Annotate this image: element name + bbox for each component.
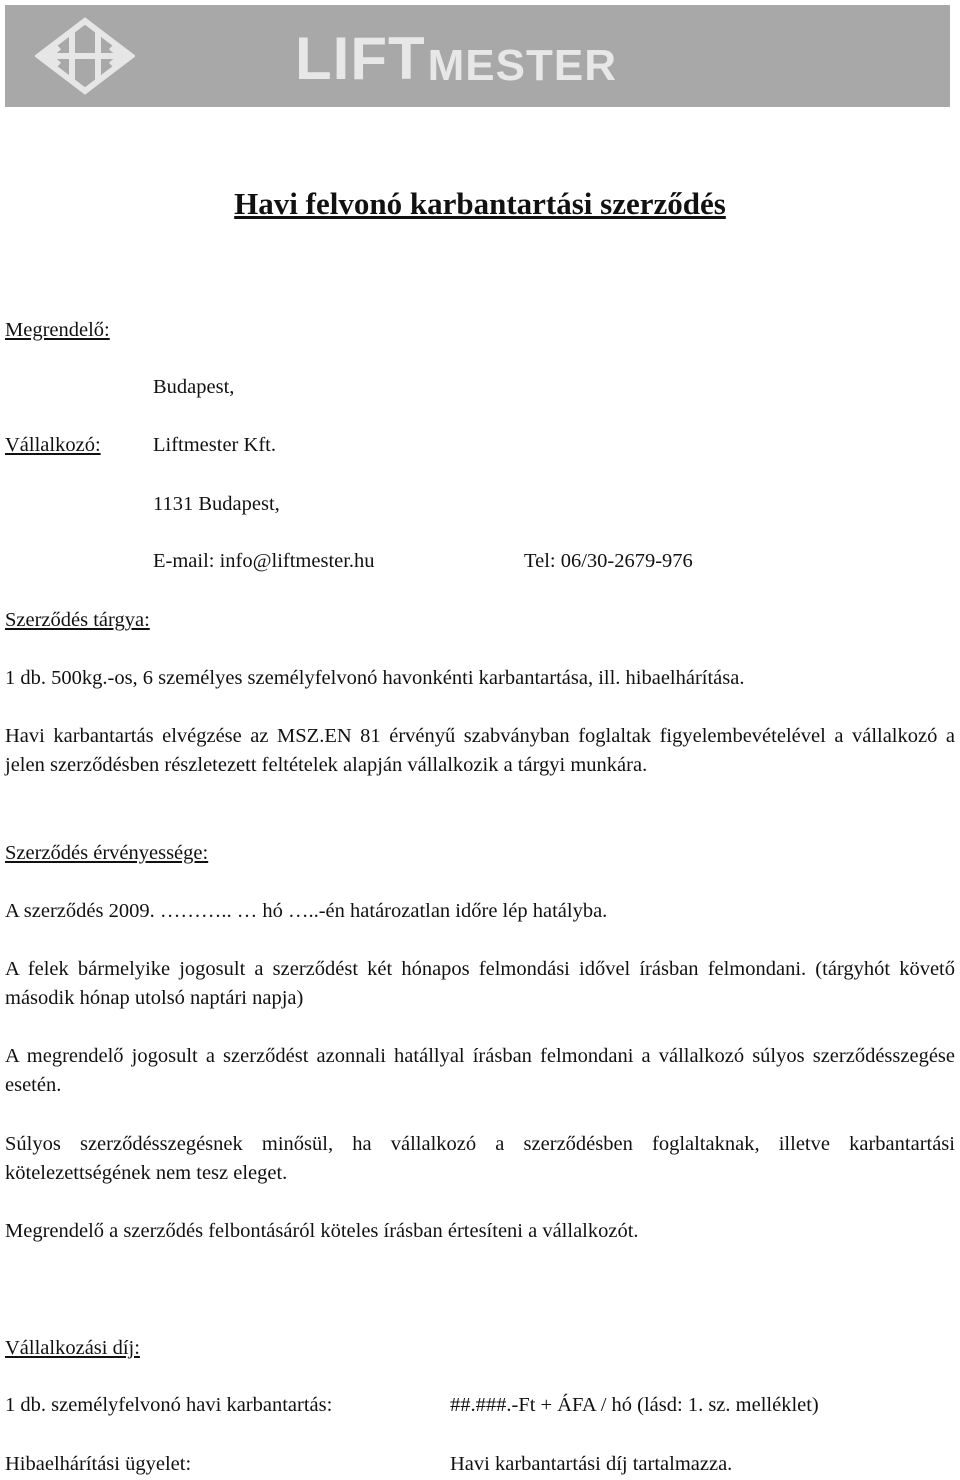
logo-text-lift: LIFT — [295, 25, 426, 92]
document-title: Havi felvonó karbantartási szerződés — [234, 186, 726, 221]
immediate-text: A megrendelő jogosult a szerződést azonnali hatállyal írásban felmondani a vállalkozó súlyos szerződésszegése esetén. — [5, 1045, 955, 1096]
fee-item-value: ##.###.-Ft + ÁFA / hó (lásd: 1. sz. melléklet) — [450, 1394, 819, 1416]
termination-paragraph — [5, 955, 955, 1013]
fee-label: Vállalkozási díj: — [5, 1337, 140, 1359]
fee-item-label: 1 db. személyfelvonó havi karbantartás: — [5, 1394, 333, 1416]
termination-text: A felek bármelyike jogosult a szerződést két hónapos felmondási idővel írásban felmondani. (tárgyhót követő második hónap utolsó naptári napja) — [5, 958, 955, 1009]
header-banner — [5, 5, 950, 107]
breach-paragraph — [5, 1130, 955, 1188]
subject-detail-paragraph — [5, 722, 955, 780]
oncall-label: Hibaelhárítási ügyelet: — [5, 1453, 192, 1475]
validity-text: A szerződés 2009. ……….. … hó …..-én határozatlan időre lép hatályba. — [5, 900, 608, 922]
subject-label: Szerződés tárgya: — [5, 609, 150, 631]
contractor-address: 1131 Budapest, — [153, 493, 280, 515]
validity-label: Szerződés érvényessége: — [5, 842, 209, 864]
liftmester-emblem-icon — [35, 17, 135, 95]
client-city: Budapest, — [153, 376, 235, 398]
contractor-label: Vállalkozó: — [5, 434, 101, 456]
notice-paragraph — [5, 1217, 955, 1246]
oncall-value: Havi karbantartási díj tartalmazza. — [450, 1453, 733, 1475]
client-label: Megrendelő: — [5, 319, 110, 341]
immediate-termination-paragraph — [5, 1042, 955, 1100]
subject-text: 1 db. 500kg.-os, 6 személyes személyfelvonó havonkénti karbantartása, ill. hibaelhárítása. — [5, 667, 745, 689]
logo-text-mester: MESTER — [427, 41, 617, 90]
company-logo — [295, 25, 617, 92]
breach-text: Súlyos szerződésszegésnek minősül, ha vállalkozó a szerződésben foglaltaknak, illetve karbantartási kötelezettségének nem tesz eleget. — [5, 1133, 955, 1184]
notice-text: Megrendelő a szerződés felbontásáról köteles írásban értesíteni a vállalkozót. — [5, 1220, 639, 1242]
contractor-name: Liftmester Kft. — [153, 434, 276, 456]
subject-detail: Havi karbantartás elvégzése az MSZ.EN 81 érvényű szabványban foglaltak figyelembevételével a vállalkozó a jelen szerződésben részletezett feltételek alapján vállalkozik a tárgyi munkára. — [5, 725, 955, 776]
contractor-phone: Tel: 06/30-2679-976 — [524, 550, 693, 572]
contractor-email: E-mail: info@liftmester.hu — [153, 550, 375, 572]
